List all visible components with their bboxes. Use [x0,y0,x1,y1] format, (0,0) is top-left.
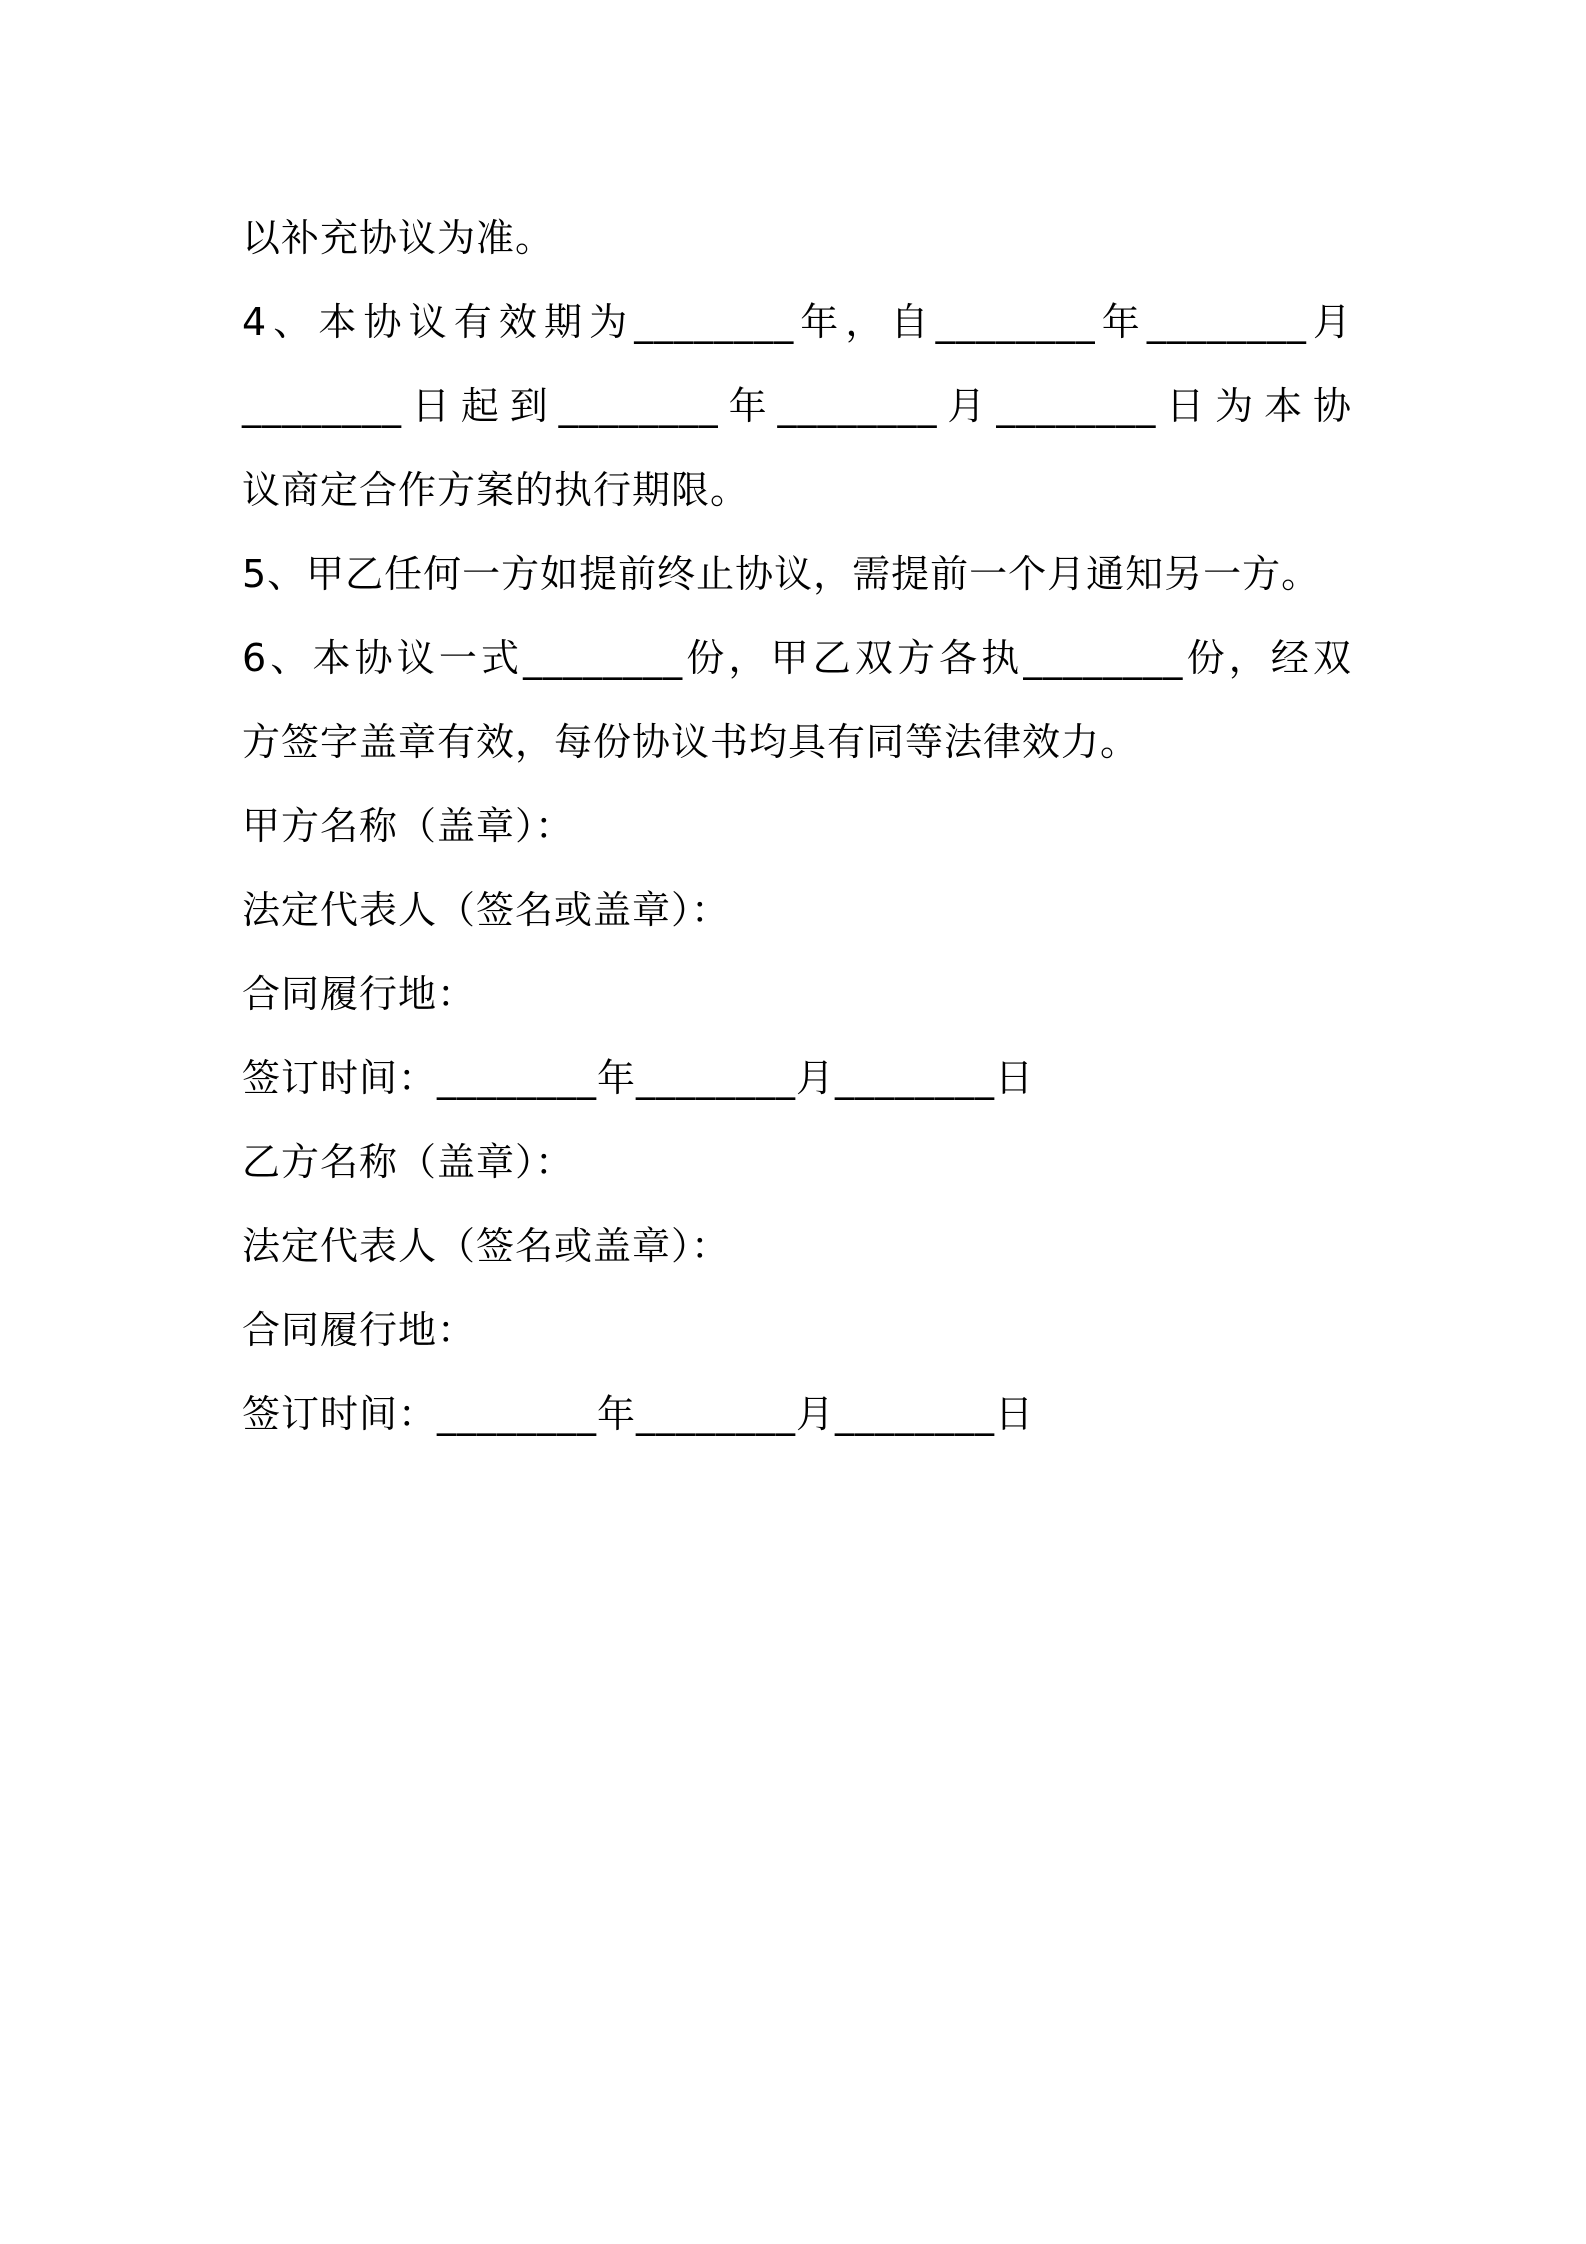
text-line: 以补充协议为准。 [242,216,555,260]
party-b-signing-date: 签订时间：________年________月________日 [242,1392,1035,1436]
party-a-performance-place: 合同履行地： [242,972,477,1016]
party-a-representative: 法定代表人（签名或盖章）： [242,888,731,932]
clause-4-line-2: ________日起到________年________月________日为本协 [242,384,1352,428]
clause-6-line-1: 6、本协议一式________份，甲乙双方各执________份，经双 [242,636,1352,680]
clause-4-line-1: 4、本协议有效期为________年，自________年________月 [242,300,1352,344]
clause-4-line-3: 议商定合作方案的执行期限。 [242,468,750,512]
clause-5: 5、甲乙任何一方如提前终止协议，需提前一个月通知另一方。 [242,552,1321,596]
party-b-representative: 法定代表人（签名或盖章）： [242,1224,731,1268]
document-body [242,196,1352,1456]
party-a-signing-date: 签订时间：________年________月________日 [242,1056,1035,1100]
party-b-name: 乙方名称（盖章）： [242,1140,575,1184]
clause-6-line-2: 方签字盖章有效，每份协议书均具有同等法律效力。 [242,720,1140,764]
party-a-name: 甲方名称（盖章）： [242,804,575,848]
party-b-performance-place: 合同履行地： [242,1308,477,1352]
